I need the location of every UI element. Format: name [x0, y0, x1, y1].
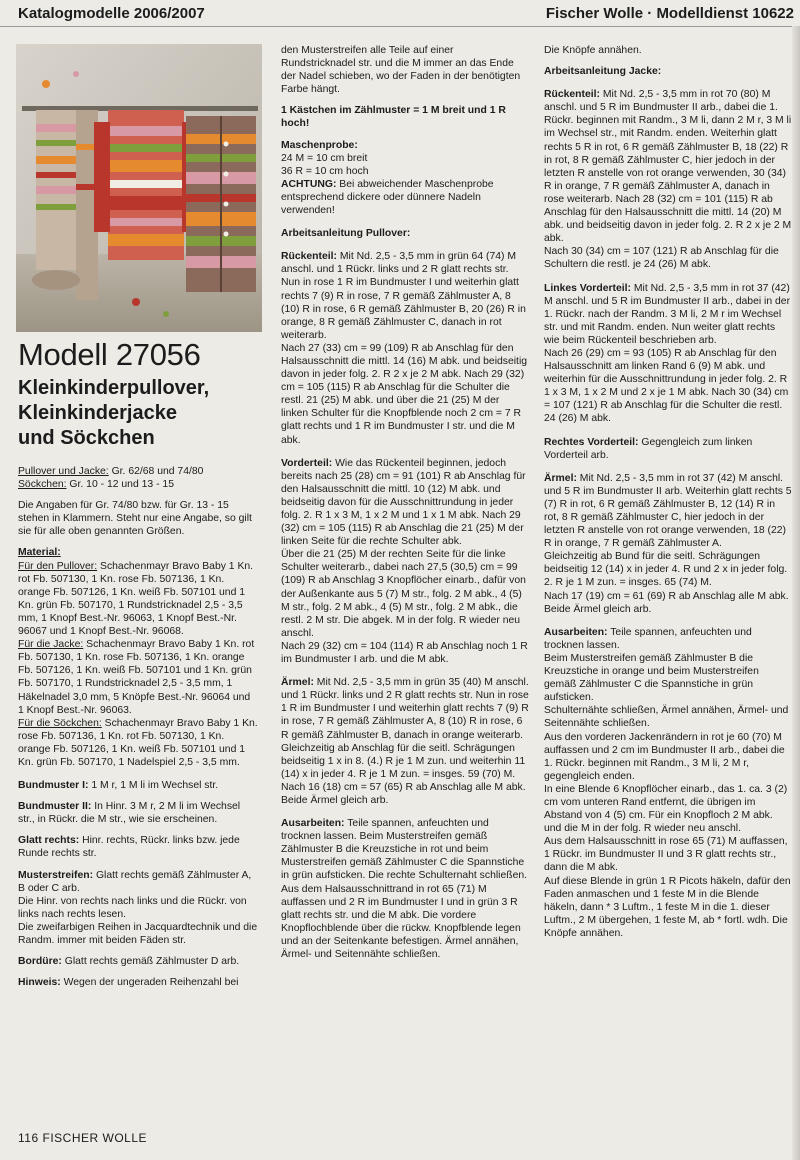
section-label: Hinweis: [18, 977, 61, 989]
section-label: Linkes Vorderteil: [544, 282, 631, 294]
col3-intro: Die Knöpfe annähen. [544, 45, 642, 56]
maschenprobe-line: 24 M = 10 cm breit [281, 152, 368, 164]
material-socks-text: Schachenmayr Bravo Baby 1 Kn. rose Fb. 507136, 1 Kn. rot Fb. 507130, 1 Kn. orange Fb. 507126, 1 Kn. weiß Fb. 507101 und 1 Kn. grün Fb. 507170, 1 Nadelspiel 2,5 - 3,5 mm. [18, 717, 258, 768]
pullover-heading-text: Arbeitsanleitung Pullover: [281, 228, 411, 240]
page-number: 116 [18, 1131, 39, 1145]
section-label: Bundmuster II: [18, 801, 92, 813]
subtitle-line: Kleinkinderjacke [18, 402, 177, 424]
section-text: Wie das Rückenteil beginnen, jedoch bereits nach 25 (28) cm = 91 (101) R ab Anschlag für den Halsausschnitt die mittl. 10 (12) M abk. und beidseitig davon für die Ausschnittrundung in jeder folg. 2. R 1 x 3 M, 1 x 2 M und 1 x 1 M abk. Nach 29 (32) cm = 105 (115) R ab Anschlag die 21 (25) M der linken Seite für die rechte Schulter abk. Über die 21 (25) M der rechten Seite für die linke Schulter weiterarb., dabei nach 27,5 (30,5) cm = 99 (109) R ab Anschlag 3 Knopflöcher einarb., dafür von der Außenkante aus 5 (7) M str., folg. 2 M abk., 4 (5) M str., folg. 2 M abk., 4 (5) M str., folg. 2 M abk., die restl. 2 M str. Die abgek. M in der folg. R wieder neu anschl. Nach 29 (32) cm = 104 (114) R ab Anschlag noch 1 R im Bundmuster I arb. und die M abk. [281, 457, 528, 666]
material-socks-label: Für die Söckchen: [18, 717, 102, 729]
pullover-aermel [281, 676, 529, 807]
section-text: Wegen der ungeraden Reihenzahl bei [60, 977, 239, 989]
subtitle-line: Kleinkinderpullover, [18, 377, 210, 399]
section-text: Mit Nd. 2,5 - 3,5 mm in grün 35 (40) M anschl. und 1 Rückr. links und 2 R glatt rechts str. Nun in rose 1 R im Bundmuster I und weiterhin glatt rechts 7 (9) R in rose, 7 R gemäß Zählmuster A, 8 (10) R in rose, 6 R gemäß Zählmuster B, danach in orange weiterarb. Gleichzeitig ab Anschlag für die seitl. Schrägungen beidseitig 1 x in 8. (4.) R je 1 M zun. und weiterhin 11 (14) x in jeder 4. R je 1 M zun. = insges. 59 (70) M. Nach 16 (18) cm = 57 (65) R ab Anschlag alle M abk. Beide Ärmel gleich arb. [281, 677, 529, 806]
pullover-heading [281, 227, 529, 240]
maschenprobe [281, 139, 529, 218]
column-2 [281, 44, 529, 969]
footer-brand: FISCHER WOLLE [42, 1131, 147, 1145]
sizes-socks-text: Gr. 10 - 12 und 13 - 15 [66, 479, 174, 491]
kaestchen-text: 1 Kästchen im Zählmuster = 1 M breit und 1 R hoch! [281, 105, 506, 130]
kaestchen-note [281, 104, 529, 130]
section-glatt-rechts [18, 834, 258, 860]
page-edge-shadow [792, 26, 800, 1160]
jacke-aermel [544, 472, 792, 616]
section-text: Glatt rechts gemäß Zählmuster A, B oder C arb. Die Hinr. von rechts nach links und die Rückr. von links nach rechts lesen. Die zweifarbigen Reihen in Jacquardtechnik und die Randm. immer mit beiden Fäden str. [18, 869, 258, 946]
section-label: Rechtes Vorderteil: [544, 436, 639, 448]
material-jacke-text: Schachenmayr Bravo Baby 1 Kn. rot Fb. 507130, 1 Kn. rose Fb. 507136, 1 Kn. orange Fb. 507126, 1 Kn. weiß Fb. 507101 und 1 Kn. grün Fb. 507170, 1 Rundstricknadel 2,5 - 3,5 mm, 1 Häkelnadel 3,0 mm, 5 Knöpfe Best.-Nr. 96064 und 1 Knopf Best.-Nr. 96063. [18, 639, 255, 716]
material-heading: Material: [18, 547, 61, 559]
maschenprobe-line: 36 R = 10 cm hoch [281, 165, 369, 177]
page-footer [18, 1131, 147, 1145]
page-header [0, 0, 800, 27]
sizes [18, 465, 258, 491]
maschenprobe-heading: Maschenprobe: [281, 139, 358, 151]
section-text: Mit Nd. 2,5 - 3,5 mm in rot 37 (42) M anschl. und 5 R im Bundmuster II arb., dabei in der 1. Rückr. nach der Randm. 3 M li, 2 M r im Wechsel str. und mit Randm. enden. Nun weiter glatt rechts wie beim Rückenteil beschrieben arb. Nach 26 (29) cm = 93 (105) R ab Anschlag für den Halsausschnitt am linken Rand 6 (9) M abk. und weiterhin für die Ausschnittrundung in jeder folg. 2. R 1 x 3 M, 1 x 2 M und 2 x je 1 M abk. Nach 30 (34) cm = 107 (121) R ab Anschlag für die Schulter die restl. 24 (26) M abk. [544, 282, 791, 425]
section-bundmuster-1 [18, 779, 258, 792]
section-musterstreifen [18, 869, 258, 948]
material-jacke-label: Für die Jacke: [18, 639, 84, 651]
section-text: Hinr. rechts, Rückr. links bzw. jede Runde rechts str. [18, 835, 240, 860]
section-label: Ausarbeiten: [544, 626, 608, 638]
section-text: In Hinr. 3 M r, 2 M li im Wechsel str., in Rückr. die M str., wie sie erscheinen. [18, 801, 241, 826]
pullover-rueckenteil [281, 250, 529, 446]
section-text: Gegengleich zum linken Vorderteil arb. [544, 436, 753, 461]
jacke-heading-text: Arbeitsanleitung Jacke: [544, 66, 662, 78]
section-text: 1 M r, 1 M li im Wechsel str. [88, 780, 219, 792]
pullover-vorderteil [281, 457, 529, 667]
material-pullover-label: Für den Pullover: [18, 560, 98, 572]
jacke-linkes-vorderteil [544, 282, 792, 426]
header-catalog-title: Katalogmodelle 2006/2007 [18, 5, 205, 22]
sizes-socks-label: Söckchen: [18, 479, 67, 491]
section-label: Bundmuster I: [18, 780, 89, 792]
achtung-label: ACHTUNG: [281, 178, 337, 190]
section-text: Mit Nd. 2,5 - 3,5 mm in rot 37 (42) M anschl. und 5 R im Bundmuster II arb. Weiterhin glatt rechts 5 (7) R in rot, 6 R gemäß Zählmuster B, 12 (14) R in rot, 8 R gemäß Zählmuster C, hier jedoch in der letzten R anstelle von rot orange verwenden, 18 (22) R in orange, 7 R gemäß Zählmuster A. Gleichzeitig ab Bund für die seitl. Schrägungen beidseitig 12 (14) x in jeder 4. R und 2 x in jeder folg. 2. R je 1 M zun. = insges. 65 (74) M. Nach 17 (19) cm = 61 (69) R ab Anschlag alle M abk. Beide Ärmel gleich arb. [544, 472, 792, 615]
section-label: Ärmel: [281, 677, 314, 689]
sizes-pj-text: Gr. 62/68 und 74/80 [108, 466, 204, 477]
sizes-pj-label: Pullover und Jacke: [18, 466, 109, 477]
jacke-rechtes-vorderteil [544, 436, 792, 462]
knitwear-illustration [16, 44, 262, 332]
product-photo [16, 44, 262, 332]
jacke-ausarbeiten [544, 626, 792, 940]
column-1 [18, 338, 258, 997]
section-bundmuster-2 [18, 800, 258, 826]
section-text: Mit Nd. 2,5 - 3,5 mm in rot 70 (80) M anschl. und 5 R im Bundmuster II arb., dabei die 1. Rückr. beginnen mit Randm., 3 M li, dann 2 M r, 3 M li im Wechsel str., mit Randm. enden. Weiterhin glatt rechts 5 R in rot, 6 R gemäß Zählmuster B, 18 (22) R in rot, 8 R gemäß Zählmuster C, hier jedoch in der letzten R anstelle von rot orange verwenden, 30 (34) R in orange, 7 R gemäß Zählmuster A, danach in rose weiterarb. Nach 28 (32) cm = 101 (115) R ab Anschlag für den Halsausschnitt die mittl. 14 (20) M abk. und beidseitig davon in jeder folg. 2. R 2 x je 2 M abk. Nach 30 (34) cm = 107 (121) R ab Anschlag für die Schultern die restl. je 24 (26) M abk. [544, 89, 792, 271]
jacke-heading [544, 65, 792, 78]
section-bordure [18, 955, 258, 968]
subtitle-line: und Söckchen [18, 427, 155, 449]
section-hinweis [18, 976, 258, 989]
column-3 [544, 44, 792, 948]
section-label: Glatt rechts: [18, 835, 80, 847]
header-service-title: Fischer Wolle · Modelldienst 10622 [545, 5, 794, 22]
section-text: Teile spannen, anfeuchten und trocknen lassen. Beim Musterstreifen gemäß Zählmuster B die Kreuzstiche in orange und beim Musterstreifen gemäß Zählmuster C die Spannstiche in grün aufsticken. Schulternähte schließen, Ärmel annähen, Ärmel- und Seitennähte schließen. Aus den vorderen Jackenrändern in rot je 60 (70) M auffassen und 2 cm im Bundmuster II arb., dabei die 1. Rückr. beginnen mit Randm., 3 M li, 2 M r, gegengleich enden. In eine Blende 6 Knopflöcher einarb., das 1. ca. 3 (2) cm vom unteren Rand entfernt, die übrigen im Abstand von 4 (5) cm. Für ein Knopfloch 2 M abk. und die M in der folg. R wieder neu anschl. Aus dem Halsausschnitt in rose 65 (71) M auffassen, 1 Rückr. im Bundmuster II und 3 R glatt rechts str., dann die M abk. Auf diese Blende in grün 1 R Picots häkeln, dafür den Faden anmaschen und 1 feste M in die Blende häkeln, dann * 3 Luftm., 1 feste M in die 1. dieser Luftm., 2 M übergehen, 1 feste M, ab * fortl. wdh. Die Knöpfe annähen. [544, 626, 791, 939]
material-pullover-text: Schachenmayr Bravo Baby 1 Kn. rot Fb. 507130, 1 Kn. rose Fb. 507136, 1 Kn. orange Fb. 507126, 1 Kn. weiß Fb. 507101 und 1 Kn. grün Fb. 507170, 1 Rundstricknadel 2,5 - 3,5 mm, 1 Knopf Best.-Nr. 96063, 1 Knopf Best.-Nr. 96067 und 1 Knopf Best.-Nr. 96068. [18, 560, 254, 638]
pullover-ausarbeiten [281, 817, 529, 961]
achtung-text: Bei abweichender Maschenprobe entsprechend dickere oder dünnere Nadeln verwenden! [281, 178, 494, 217]
model-title: Modell 27056 [18, 337, 201, 372]
sizes-note: Die Angaben für Gr. 74/80 bzw. für Gr. 13 - 15 stehen in Klammern. Steht nur eine Angabe, so gilt sie für alle oben genannten Größen. [18, 500, 252, 538]
section-text: Mit Nd. 2,5 - 3,5 mm in grün 64 (74) M anschl. und 1 Rückr. links und 2 R glatt rechts str. Nun in rose 1 R im Bundmuster I und weiterhin glatt rechts 7 (9) R in rose, 7 R gemäß Zählmuster A, 8 (10) R in rose, 6 R gemäß Zählmuster B, 20 (26) R in orange, 8 R gemäß Zählmuster C, danach in rot weiterarb. Nach 27 (33) cm = 99 (109) R ab Anschlag für den Halsausschnitt die mittl. 14 (16) M abk. und beidseitig davon in jeder folg. 2. R 2 x je 2 M abk. Nach 29 (32) cm = 105 (115) R ab Anschlag für die Schulter die restl. 21 (25) M abk. und über die 21 (25) M der linken Schulter für die Knopfblende noch 2 cm = 7 R glatt rechts und 1 R im Bundmuster I str. und die M abk. [281, 251, 528, 446]
section-label: Rückenteil: [544, 89, 601, 101]
material [18, 546, 258, 769]
section-text: Glatt rechts gemäß Zählmuster D arb. [61, 956, 240, 968]
section-label: Ausarbeiten: [281, 818, 345, 830]
col2-intro: den Musterstreifen alle Teile auf einer Rundstricknadel str. und die M immer an das Ende der Nadel schieben, wo der Faden in der benötigten Farbe hängt. [281, 45, 521, 96]
section-label: Vorderteil: [281, 457, 333, 469]
section-label: Bordüre: [18, 956, 62, 968]
section-text: Teile spannen, anfeuchten und trocknen lassen. Beim Musterstreifen gemäß Zählmuster B die Kreuzstiche in rot und beim Musterstreifen gemäß Zählmuster C die Spannstiche in grün aufsticken. Die rechte Schulternaht schließen. Aus dem Halsausschnittrand in rot 65 (71) M auffassen und 2 R im Bundmuster I und in grün 3 R glatt rechts str. und die M abk. Die vordere Knopflochblende über die rückw. Knopfblende legen und an der Seitenkante befestigen. Ärmel annähen, Ärmel- und Seitennähte schließen. [281, 818, 528, 960]
model-subtitle [18, 376, 258, 451]
jacke-rueckenteil [544, 88, 792, 271]
section-label: Rückenteil: [281, 251, 338, 263]
section-label: Musterstreifen: [18, 869, 94, 881]
section-label: Ärmel: [544, 472, 577, 484]
